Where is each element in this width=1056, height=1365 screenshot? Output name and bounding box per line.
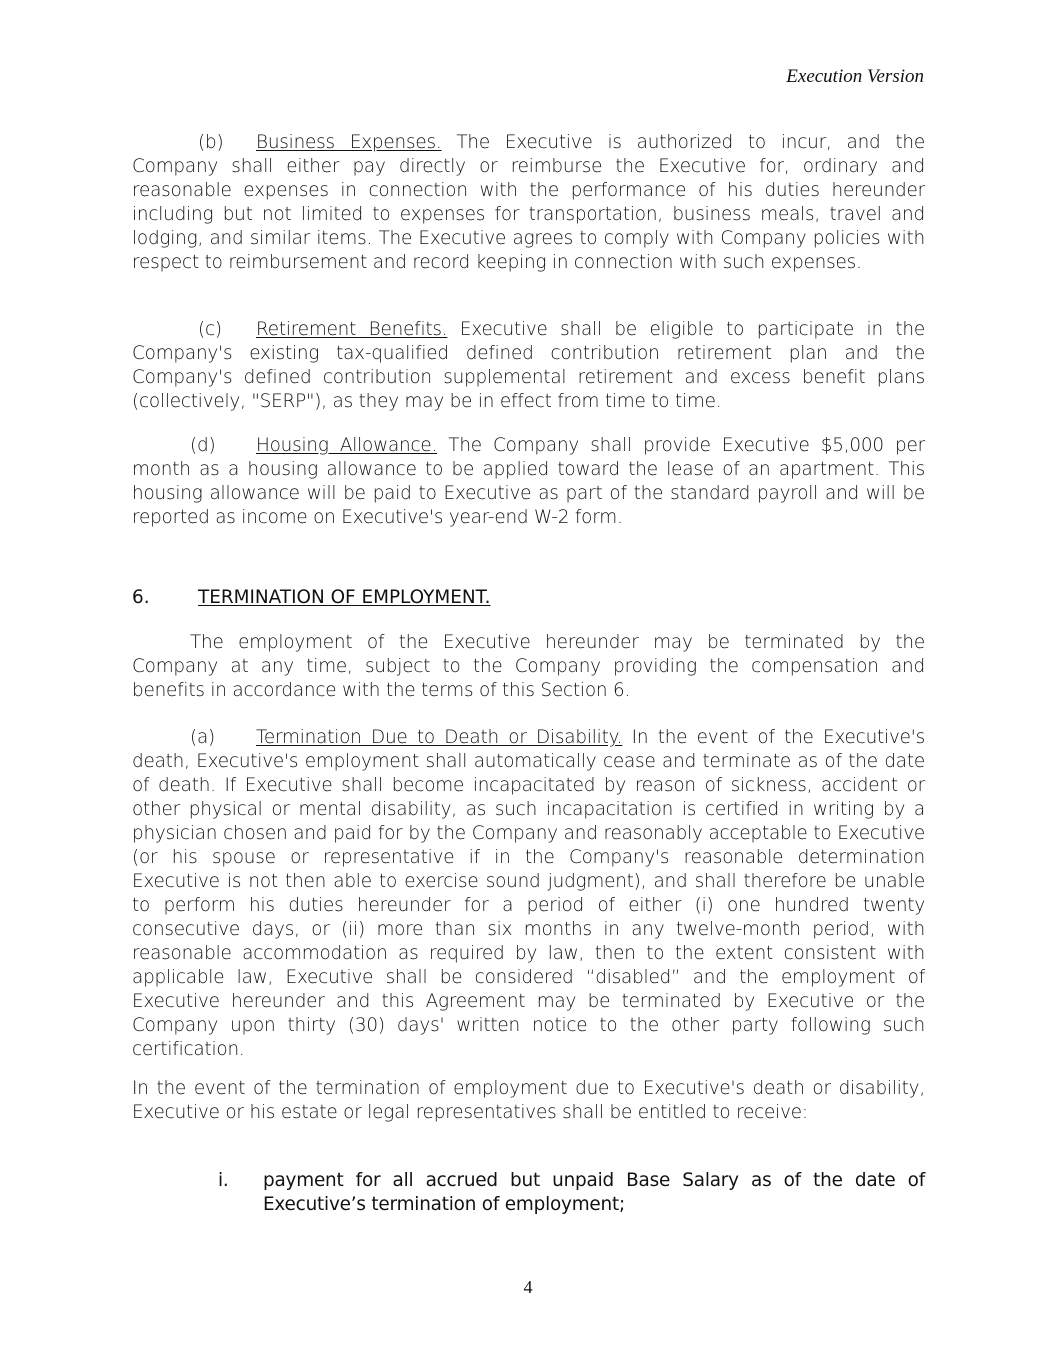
section-number: 6. — [132, 587, 150, 608]
clause-text: Executive shall be eligible to participate in the Company's existing tax-qualified defined contribution retirement plan and the Company's defined contribution supplemental retirement and excess benefit plans (collectively, "SERP"), as they may be in effect from time to time. — [132, 319, 925, 412]
clause-title: Termination Due to Death or Disability. — [256, 727, 623, 748]
paragraph-death-disability — [132, 726, 925, 1062]
paragraph-event-of-termination: In the event of the termination of employment due to Executive's death or disability, Executive or his estate or legal representatives shall be entitled to receive: — [132, 1078, 925, 1123]
version-label: Execution Version — [786, 66, 924, 87]
clause-title: Business Expenses. — [256, 132, 442, 153]
section-title: TERMINATION OF EMPLOYMENT. — [198, 587, 491, 608]
list-item — [218, 1169, 925, 1217]
paragraph-business-expenses — [132, 131, 925, 275]
clause-label: (b) — [198, 132, 224, 153]
list-item-text: payment for all accrued but unpaid Base Salary as of the date of Executive’s termination of employment; — [263, 1170, 925, 1215]
clause-label: (d) — [190, 435, 216, 456]
clause-text: In the event of the Executive's death, Executive's employment shall automatically cease and terminate as of the date of death. If Executive shall become incapacitated by reason of sickness, accident or other physical or mental disability, as such incapacitation is certified in writing by a physician chosen and paid for by the Company and reasonably acceptable to Executive (or his spouse or representative if in the Company's reasonable determination Executive is not then able to exercise sound judgment), and shall therefore be unable to perform his duties hereunder for a period of either (i) one hundred twenty consecutive days, or (ii) more than six months in any twelve-month period, with reasonable accommodation as required by law, then to the extent consistent with applicable law, Executive shall be considered “disabled” and the employment of Executive hereunder and this Agreement may be terminated by Executive or the Company upon thirty (30) days' written notice to the other party following such certification. — [132, 727, 925, 1060]
page-number: 4 — [523, 1277, 533, 1297]
paragraph-retirement-benefits — [132, 318, 925, 414]
clause-label: (c) — [198, 319, 222, 340]
clause-text: The Executive is authorized to incur, and the Company shall either pay directly or reimburse the Executive for, ordinary and reasonable expenses in connection with the performance of his duties hereunder including but not limited to expenses for transportation, business meals, travel and lodging, and similar items. The Executive agrees to comply with Company policies with respect to reimbursement and record keeping in connection with such expenses. — [132, 132, 925, 273]
section-heading — [132, 586, 490, 610]
clause-title: Retirement Benefits. — [256, 319, 448, 340]
paragraph-termination-intro: The employment of the Executive hereunder may be terminated by the Company at any time, subject to the Company providing the compensation and benefits in accordance with the terms of this Section 6. — [132, 632, 925, 701]
clause-title: Housing Allowance. — [256, 435, 438, 456]
list-item-number: i. — [218, 1170, 229, 1191]
paragraph-housing-allowance — [132, 434, 925, 530]
clause-text: The Company shall provide Executive $5,000 per month as a housing allowance to be applied toward the lease of an apartment. This housing allowance will be paid to Executive as part of the standard payroll and will be reported as income on Executive's year-end W-2 form. — [132, 435, 926, 528]
clause-label: (a) — [190, 727, 216, 748]
